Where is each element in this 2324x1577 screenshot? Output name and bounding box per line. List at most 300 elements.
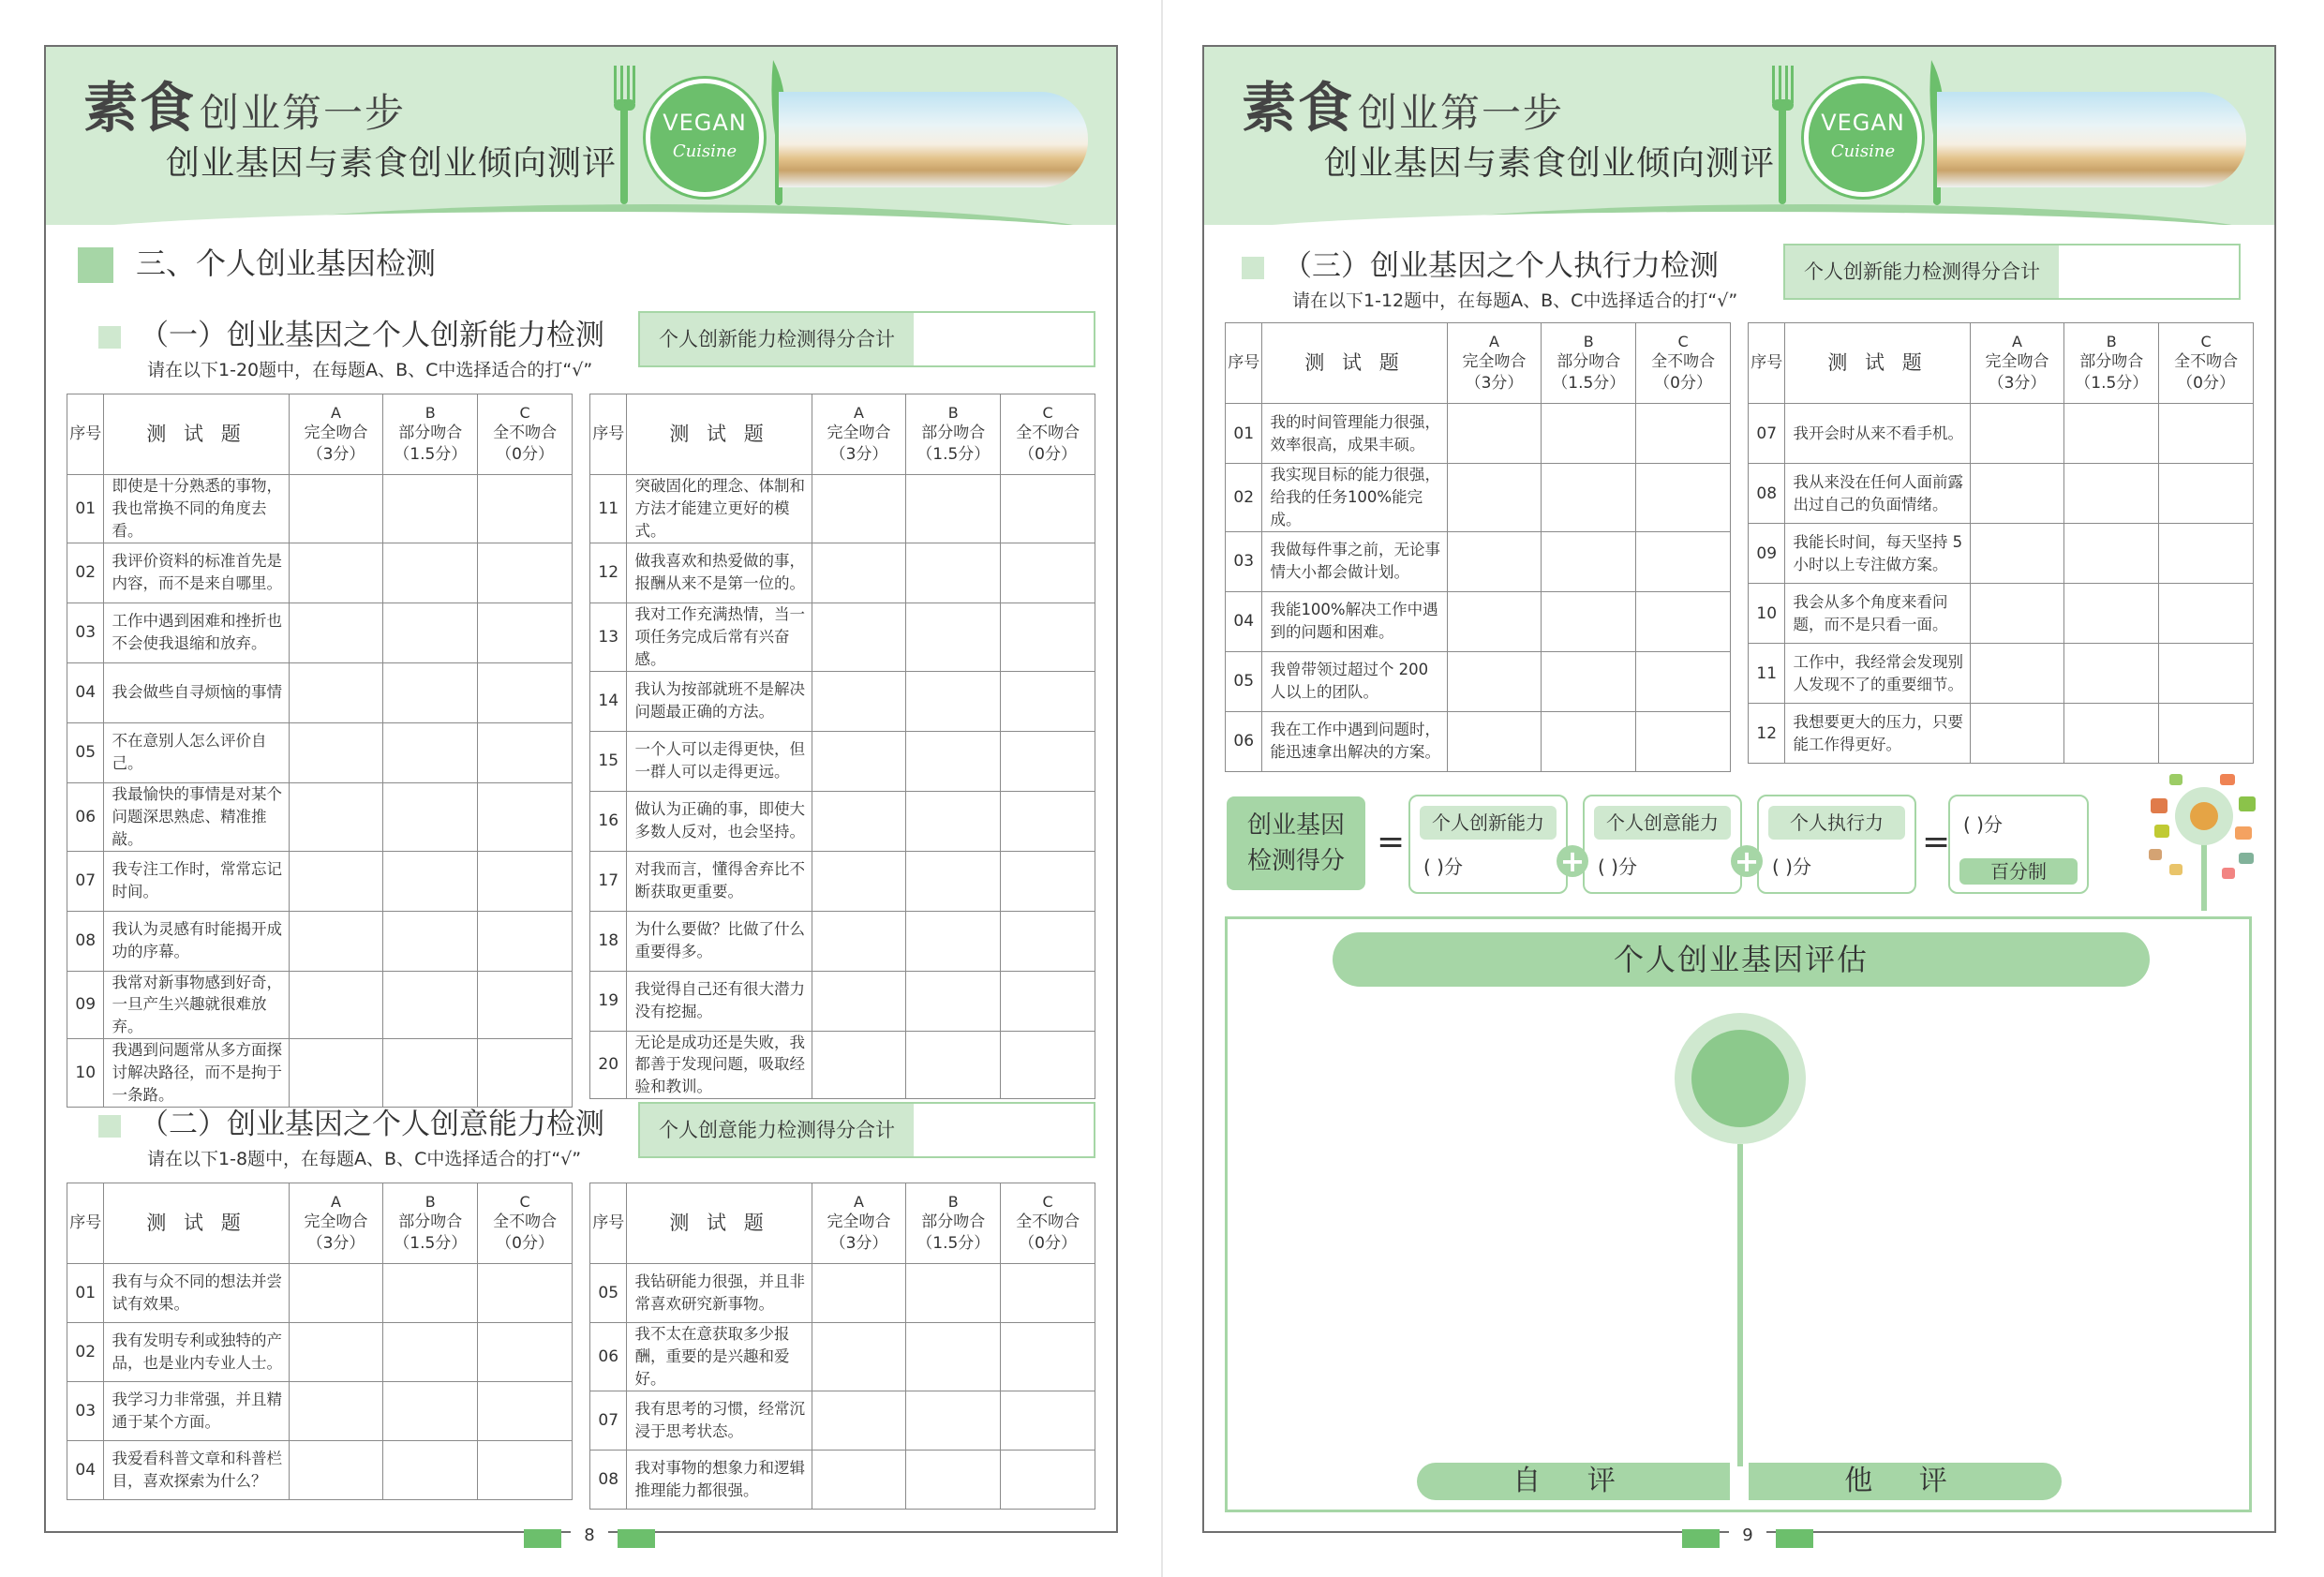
part3-table-left (1225, 322, 1731, 772)
question-row (590, 911, 1095, 971)
answer-a-cell[interactable] (1447, 404, 1542, 464)
answer-c-cell[interactable] (478, 1441, 573, 1500)
answer-c-cell[interactable] (2159, 404, 2254, 464)
part1-table-left (67, 394, 573, 1108)
question-number: 06 (67, 782, 104, 851)
question-number: 18 (590, 911, 627, 971)
answer-a-cell[interactable] (289, 1382, 383, 1441)
answer-c-cell[interactable] (1001, 603, 1095, 671)
answer-b-cell[interactable] (906, 1031, 1001, 1099)
answer-a-cell[interactable] (812, 1031, 906, 1099)
question-text: 做认为正确的事，即使大多数人反对，也会坚持。 (627, 791, 812, 851)
answer-b-cell[interactable] (1542, 711, 1636, 771)
answer-a-cell[interactable] (289, 722, 383, 782)
question-text: 我认为按部就班不是解决问题最正确的方法。 (627, 671, 812, 731)
answer-c-cell[interactable] (478, 603, 573, 662)
col-c-header: C 全不吻合 （0分） (478, 1183, 573, 1264)
question-number: 07 (1749, 404, 1785, 464)
answer-c-cell[interactable] (478, 475, 573, 543)
question-row (67, 1039, 573, 1108)
answer-c-cell[interactable] (1001, 1450, 1095, 1509)
answer-c-cell[interactable] (2159, 524, 2254, 584)
question-text: 我不太在意获取多少报酬，重要的是兴趣和爱好。 (627, 1323, 812, 1391)
answer-a-cell[interactable] (289, 1264, 383, 1323)
question-text: 我评价资料的标准首先是内容，而不是来自哪里。 (104, 543, 289, 603)
plus-icon: + (1731, 845, 1763, 877)
answer-c-cell[interactable] (2159, 464, 2254, 524)
col-a-header: A 完全吻合 （3分） (1970, 323, 2064, 404)
part1-table-right (589, 394, 1095, 1099)
execution-score-field[interactable]: ( )分 (1772, 855, 1811, 878)
answer-c-cell[interactable] (2159, 644, 2254, 704)
answer-b-cell[interactable] (2064, 644, 2159, 704)
answer-a-cell[interactable] (289, 475, 383, 543)
answer-a-cell[interactable] (812, 603, 906, 671)
answer-a-cell[interactable] (812, 1323, 906, 1391)
answer-a-cell[interactable] (812, 731, 906, 791)
question-row (1226, 711, 1731, 771)
answer-a-cell[interactable] (1447, 711, 1542, 771)
question-row (67, 1323, 573, 1382)
answer-a-cell[interactable] (289, 1323, 383, 1382)
answer-b-cell[interactable] (906, 1264, 1001, 1323)
answer-b-cell[interactable] (383, 1264, 478, 1323)
question-row (67, 971, 573, 1039)
question-row (67, 475, 573, 543)
page-8 (44, 45, 1118, 1545)
question-number: 20 (590, 1031, 627, 1099)
question-row (590, 671, 1095, 731)
answer-a-cell[interactable] (1970, 464, 2064, 524)
question-row (1749, 464, 2254, 524)
col-b-header: B 部分吻合 （1.5分） (383, 394, 478, 475)
question-row (1226, 531, 1731, 591)
question-number: 11 (590, 475, 627, 543)
question-row (590, 1031, 1095, 1099)
part2-table-right (589, 1183, 1095, 1510)
answer-c-cell[interactable] (1001, 851, 1095, 911)
answer-c-cell[interactable] (1001, 475, 1095, 543)
col-c-header: C 全不吻合 （0分） (478, 394, 573, 475)
vegan-logo: VEGAN Cuisine (1804, 79, 1922, 197)
innovation-score-box[interactable] (1408, 795, 1568, 894)
answer-c-cell[interactable] (1001, 971, 1095, 1031)
question-number: 09 (67, 971, 104, 1039)
answer-c-cell[interactable] (1636, 464, 1731, 532)
question-text: 对我而言，懂得舍弃比不断获取更重要。 (627, 851, 812, 911)
answer-c-cell[interactable] (1636, 711, 1731, 771)
question-number: 04 (67, 662, 104, 722)
question-row (1749, 404, 2254, 464)
answer-b-cell[interactable] (383, 475, 478, 543)
question-text: 我曾带领过超过个 200 人以上的团队。 (1262, 651, 1447, 711)
question-text: 无论是成功还是失败，我都善于发现问题，吸取经验和教训。 (627, 1031, 812, 1099)
answer-a-cell[interactable] (289, 782, 383, 851)
question-text: 我学习力非常强，并且精通于某个方面。 (104, 1382, 289, 1441)
question-text: 为什么要做？比做了什么重要得多。 (627, 911, 812, 971)
question-row (590, 603, 1095, 671)
question-text: 我对工作充满热情，当一项任务完成后常有兴奋感。 (627, 603, 812, 671)
answer-b-cell[interactable] (2064, 524, 2159, 584)
question-text: 我爱看科普文章和科普栏目，喜欢探索为什么？ (104, 1441, 289, 1500)
evaluation-title: 个人创业基因评估 (1333, 932, 2150, 987)
answer-a-cell[interactable] (289, 662, 383, 722)
answer-a-cell[interactable] (1970, 404, 2064, 464)
question-row (67, 1382, 573, 1441)
question-number: 10 (67, 1039, 104, 1108)
gene-score-label: 创业基因 检测得分 (1227, 796, 1365, 890)
question-text: 我做每件事之前，无论事情大小都会做计划。 (1262, 531, 1447, 591)
part2-instruction: 请在以下1-8题中，在每题A、B、C中选择适合的打“√” (147, 1149, 582, 1169)
answer-b-cell[interactable] (383, 603, 478, 662)
question-text: 我最愉快的事情是对某个问题深思熟虑、精准推敲。 (104, 782, 289, 851)
answer-c-cell[interactable] (1001, 791, 1095, 851)
question-number: 05 (67, 722, 104, 782)
header-subtitle: 创业基因与素食创业倾向测评 (166, 144, 618, 183)
answer-a-cell[interactable] (812, 791, 906, 851)
answer-b-cell[interactable] (906, 1391, 1001, 1450)
creativity-score-label: 个人创意能力 (1594, 806, 1731, 840)
header-subtitle: 创业基因与素食创业倾向测评 (1324, 144, 1776, 183)
answer-a-cell[interactable] (812, 671, 906, 731)
answer-c-cell[interactable] (2159, 704, 2254, 764)
answer-a-cell[interactable] (812, 1450, 906, 1509)
self-evaluation-tab[interactable]: 自 评 (1417, 1463, 1730, 1500)
answer-a-cell[interactable] (812, 1264, 906, 1323)
answer-c-cell[interactable] (1001, 1031, 1095, 1099)
answer-b-cell[interactable] (383, 911, 478, 971)
answer-b-cell[interactable] (1542, 651, 1636, 711)
fork-icon (1770, 66, 1795, 204)
answer-a-cell[interactable] (812, 475, 906, 543)
answer-a-cell[interactable] (1447, 651, 1542, 711)
part2-table-left (67, 1183, 573, 1500)
question-number: 08 (1749, 464, 1785, 524)
question-number: 03 (1226, 531, 1262, 591)
question-number: 01 (1226, 404, 1262, 464)
question-number: 02 (67, 1323, 104, 1382)
header-title: 素食创业第一步 (83, 76, 407, 140)
question-number: 03 (67, 1382, 104, 1441)
question-text: 我有发明专利或独特的产品，也是业内专业人士。 (104, 1323, 289, 1382)
answer-c-cell[interactable] (478, 1382, 573, 1441)
answer-b-cell[interactable] (906, 1323, 1001, 1391)
header-title: 素食创业第一步 (1242, 76, 1565, 140)
col-a-header: A 完全吻合 （3分） (1447, 323, 1542, 404)
question-row (1749, 644, 2254, 704)
col-num-header: 序号 (590, 1183, 627, 1264)
question-text: 我的时间管理能力很强，效率很高，成果丰硕。 (1262, 404, 1447, 464)
question-text: 我专注工作时，常常忘记时间。 (104, 851, 289, 911)
question-text: 我认为灵感有时能揭开成功的序幕。 (104, 911, 289, 971)
answer-a-cell[interactable] (812, 911, 906, 971)
question-text: 我对事物的想象力和逻辑推理能力都很强。 (627, 1450, 812, 1509)
question-number: 09 (1749, 524, 1785, 584)
answer-a-cell[interactable] (1447, 591, 1542, 651)
answer-b-cell[interactable] (383, 543, 478, 603)
answer-a-cell[interactable] (289, 851, 383, 911)
answer-b-cell[interactable] (906, 851, 1001, 911)
answer-c-cell[interactable] (1636, 651, 1731, 711)
question-number: 01 (67, 1264, 104, 1323)
answer-a-cell[interactable] (812, 1391, 906, 1450)
answer-a-cell[interactable] (1447, 464, 1542, 532)
question-text: 我会做些自寻烦恼的事情 (104, 662, 289, 722)
question-number: 03 (67, 603, 104, 662)
part3-score-box[interactable] (1783, 244, 2241, 300)
question-row (67, 911, 573, 971)
answer-a-cell[interactable] (289, 971, 383, 1039)
answer-c-cell[interactable] (1001, 1264, 1095, 1323)
answer-c-cell[interactable] (1636, 591, 1731, 651)
divider-stem (1737, 1144, 1743, 1466)
question-text: 我有思考的习惯，经常沉浸于思考状态。 (627, 1391, 812, 1450)
answer-b-cell[interactable] (2064, 404, 2159, 464)
question-row (67, 1441, 573, 1500)
answer-c-cell[interactable] (478, 543, 573, 603)
question-row (590, 1450, 1095, 1509)
innovation-score-field[interactable]: ( )分 (1423, 855, 1463, 878)
answer-c-cell[interactable] (2159, 584, 2254, 644)
answer-b-cell[interactable] (906, 971, 1001, 1031)
page-spine (1161, 0, 1163, 1577)
answer-c-cell[interactable] (1001, 1391, 1095, 1450)
question-number: 10 (1749, 584, 1785, 644)
part3-table-right (1748, 322, 2254, 764)
question-row (1226, 651, 1731, 711)
col-question-header: 测 试 题 (104, 1183, 289, 1264)
total-score-box[interactable] (1948, 795, 2089, 894)
question-number: 06 (590, 1323, 627, 1391)
answer-b-cell[interactable] (383, 662, 478, 722)
answer-b-cell[interactable] (906, 543, 1001, 603)
execution-score-label: 个人执行力 (1768, 806, 1905, 840)
answer-b-cell[interactable] (383, 851, 478, 911)
question-number: 19 (590, 971, 627, 1031)
answer-c-cell[interactable] (478, 1323, 573, 1382)
answer-b-cell[interactable] (906, 731, 1001, 791)
question-row (1749, 584, 2254, 644)
col-question-header: 测 试 题 (104, 394, 289, 475)
mountain-landscape-image (779, 92, 1088, 187)
col-question-header: 测 试 题 (627, 394, 812, 475)
question-number: 15 (590, 731, 627, 791)
answer-b-cell[interactable] (1542, 591, 1636, 651)
equals-sign: = (1377, 823, 1406, 861)
col-num-header: 序号 (1226, 323, 1262, 404)
answer-c-cell[interactable] (478, 782, 573, 851)
question-row (590, 1391, 1095, 1450)
answer-a-cell[interactable] (812, 543, 906, 603)
question-number: 04 (1226, 591, 1262, 651)
question-row (67, 603, 573, 662)
part2-title: （二）创业基因之个人创意能力检测 (98, 1100, 604, 1142)
answer-c-cell[interactable] (1001, 543, 1095, 603)
question-number: 06 (1226, 711, 1262, 771)
answer-b-cell[interactable] (383, 722, 478, 782)
answer-b-cell[interactable] (906, 1450, 1001, 1509)
answer-b-cell[interactable] (383, 1323, 478, 1382)
question-row (590, 851, 1095, 911)
col-c-header: C 全不吻合 （0分） (1636, 323, 1731, 404)
mountain-landscape-image (1937, 92, 2246, 187)
question-text: 工作中遇到困难和挫折也不会使我退缩和放弃。 (104, 603, 289, 662)
question-text: 突破固化的理念、体制和方法才能建立更好的模式。 (627, 475, 812, 543)
part2-score-box[interactable] (638, 1102, 1095, 1158)
answer-b-cell[interactable] (906, 911, 1001, 971)
answer-a-cell[interactable] (289, 911, 383, 971)
col-a-header: A 完全吻合 （3分） (812, 1183, 906, 1264)
answer-c-cell[interactable] (478, 1264, 573, 1323)
answer-a-cell[interactable] (1970, 704, 2064, 764)
answer-b-cell[interactable] (383, 1039, 478, 1108)
answer-b-cell[interactable] (1542, 464, 1636, 532)
answer-b-cell[interactable] (906, 603, 1001, 671)
answer-b-cell[interactable] (1542, 531, 1636, 591)
vegan-logo: VEGAN Cuisine (646, 79, 764, 197)
answer-c-cell[interactable] (1001, 1323, 1095, 1391)
question-row (590, 475, 1095, 543)
question-row (590, 543, 1095, 603)
question-text: 我有与众不同的想法并尝试有效果。 (104, 1264, 289, 1323)
question-number: 12 (1749, 704, 1785, 764)
answer-c-cell[interactable] (1001, 671, 1095, 731)
page-header (1204, 47, 2274, 225)
col-b-header: B 部分吻合 （1.5分） (2064, 323, 2159, 404)
answer-c-cell[interactable] (478, 971, 573, 1039)
question-text: 工作中，我经常会发现别人发现不了的重要细节。 (1785, 644, 1970, 704)
answer-a-cell[interactable] (1970, 524, 2064, 584)
creativity-score-field[interactable]: ( )分 (1598, 855, 1637, 878)
answer-c-cell[interactable] (1001, 911, 1095, 971)
answer-b-cell[interactable] (383, 782, 478, 851)
question-text: 我会从多个角度来看问题，而不是只看一面。 (1785, 584, 1970, 644)
answer-a-cell[interactable] (812, 971, 906, 1031)
col-a-header: A 完全吻合 （3分） (289, 1183, 383, 1264)
part1-title: （一）创业基因之个人创新能力检测 (98, 311, 604, 353)
answer-b-cell[interactable] (2064, 584, 2159, 644)
answer-b-cell[interactable] (383, 1382, 478, 1441)
answer-b-cell[interactable] (383, 1441, 478, 1500)
question-text: 我常对新事物感到好奇，一旦产生兴趣就很难放弃。 (104, 971, 289, 1039)
question-row (1749, 704, 2254, 764)
answer-c-cell[interactable] (478, 851, 573, 911)
part2-score-label: 个人创意能力检测得分合计 (640, 1104, 914, 1156)
question-number: 01 (67, 475, 104, 543)
question-row (67, 662, 573, 722)
equals-sign: = (1922, 823, 1951, 861)
question-text: 一个人可以走得更快，但一群人可以走得更远。 (627, 731, 812, 791)
question-text: 我遇到问题常从多方面探讨解决路径，而不是拘于一条路。 (104, 1039, 289, 1108)
answer-b-cell[interactable] (1542, 404, 1636, 464)
answer-a-cell[interactable] (1970, 644, 2064, 704)
flower-icon (1675, 1013, 1806, 1144)
col-a-header: A 完全吻合 （3分） (289, 394, 383, 475)
question-row (1749, 524, 2254, 584)
question-row (67, 722, 573, 782)
col-question-header: 测 试 题 (627, 1183, 812, 1264)
execution-score-box[interactable] (1757, 795, 1916, 894)
question-text: 我能100%解决工作中遇到的问题和困难。 (1262, 591, 1447, 651)
part3-instruction: 请在以下1-12题中，在每题A、B、C中选择适合的打“√” (1292, 290, 1738, 311)
question-text: 我想要更大的压力，只要能工作得更好。 (1785, 704, 1970, 764)
question-row (1226, 404, 1731, 464)
answer-c-cell[interactable] (478, 722, 573, 782)
col-c-header: C 全不吻合 （0分） (2159, 323, 2254, 404)
fork-icon (612, 66, 636, 204)
part1-score-box[interactable] (638, 311, 1095, 367)
question-text: 我实现目标的能力很强，给我的任务100%能完成。 (1262, 464, 1447, 532)
question-row (67, 782, 573, 851)
question-number: 12 (590, 543, 627, 603)
question-text: 我在工作中遇到问题时，能迅速拿出解决的方案。 (1262, 711, 1447, 771)
answer-b-cell[interactable] (383, 971, 478, 1039)
answer-c-cell[interactable] (478, 662, 573, 722)
part1-score-label: 个人创新能力检测得分合计 (640, 313, 914, 365)
part1-instruction: 请在以下1-20题中，在每题A、B、C中选择适合的打“√” (147, 360, 593, 380)
question-number: 16 (590, 791, 627, 851)
percent-scale-label: 百分制 (1959, 858, 2078, 885)
answer-a-cell[interactable] (812, 851, 906, 911)
answer-a-cell[interactable] (1970, 584, 2064, 644)
answer-c-cell[interactable] (1636, 531, 1731, 591)
question-text: 我开会时从来不看手机。 (1785, 404, 1970, 464)
answer-b-cell[interactable] (906, 475, 1001, 543)
answer-b-cell[interactable] (2064, 464, 2159, 524)
answer-c-cell[interactable] (478, 1039, 573, 1108)
question-row (1226, 464, 1731, 532)
answer-a-cell[interactable] (289, 603, 383, 662)
question-number: 02 (1226, 464, 1262, 532)
answer-c-cell[interactable] (478, 911, 573, 971)
answer-a-cell[interactable] (289, 1441, 383, 1500)
answer-a-cell[interactable] (289, 1039, 383, 1108)
question-text: 我觉得自己还有很大潜力没有挖掘。 (627, 971, 812, 1031)
question-row (590, 731, 1095, 791)
question-row (67, 1264, 573, 1323)
col-b-header: B 部分吻合 （1.5分） (906, 394, 1001, 475)
page-number-9: 9 (1682, 1525, 1813, 1546)
col-num-header: 序号 (590, 394, 627, 475)
col-c-header: C 全不吻合 （0分） (1001, 394, 1095, 475)
creativity-score-box[interactable] (1583, 795, 1742, 894)
question-row (590, 1323, 1095, 1391)
col-b-header: B 部分吻合 （1.5分） (383, 1183, 478, 1264)
question-text: 我能长时间，每天坚持 5 小时以上专注做方案。 (1785, 524, 1970, 584)
answer-a-cell[interactable] (1447, 531, 1542, 591)
question-number: 13 (590, 603, 627, 671)
page-header (46, 47, 1116, 225)
question-row (67, 851, 573, 911)
total-score-field[interactable]: ( )分 (1963, 813, 2003, 836)
question-text: 不在意别人怎么评价自己。 (104, 722, 289, 782)
question-row (590, 971, 1095, 1031)
question-row (590, 791, 1095, 851)
question-number: 04 (67, 1441, 104, 1500)
answer-b-cell[interactable] (906, 671, 1001, 731)
answer-a-cell[interactable] (289, 543, 383, 603)
answer-c-cell[interactable] (1001, 731, 1095, 791)
question-row (67, 543, 573, 603)
page-9 (1202, 45, 2276, 1545)
question-number: 08 (590, 1450, 627, 1509)
col-question-header: 测 试 题 (1262, 323, 1447, 404)
col-num-header: 序号 (67, 1183, 104, 1264)
answer-b-cell[interactable] (906, 791, 1001, 851)
answer-c-cell[interactable] (1636, 404, 1731, 464)
peer-evaluation-tab[interactable]: 他 评 (1749, 1463, 2062, 1500)
answer-b-cell[interactable] (2064, 704, 2159, 764)
